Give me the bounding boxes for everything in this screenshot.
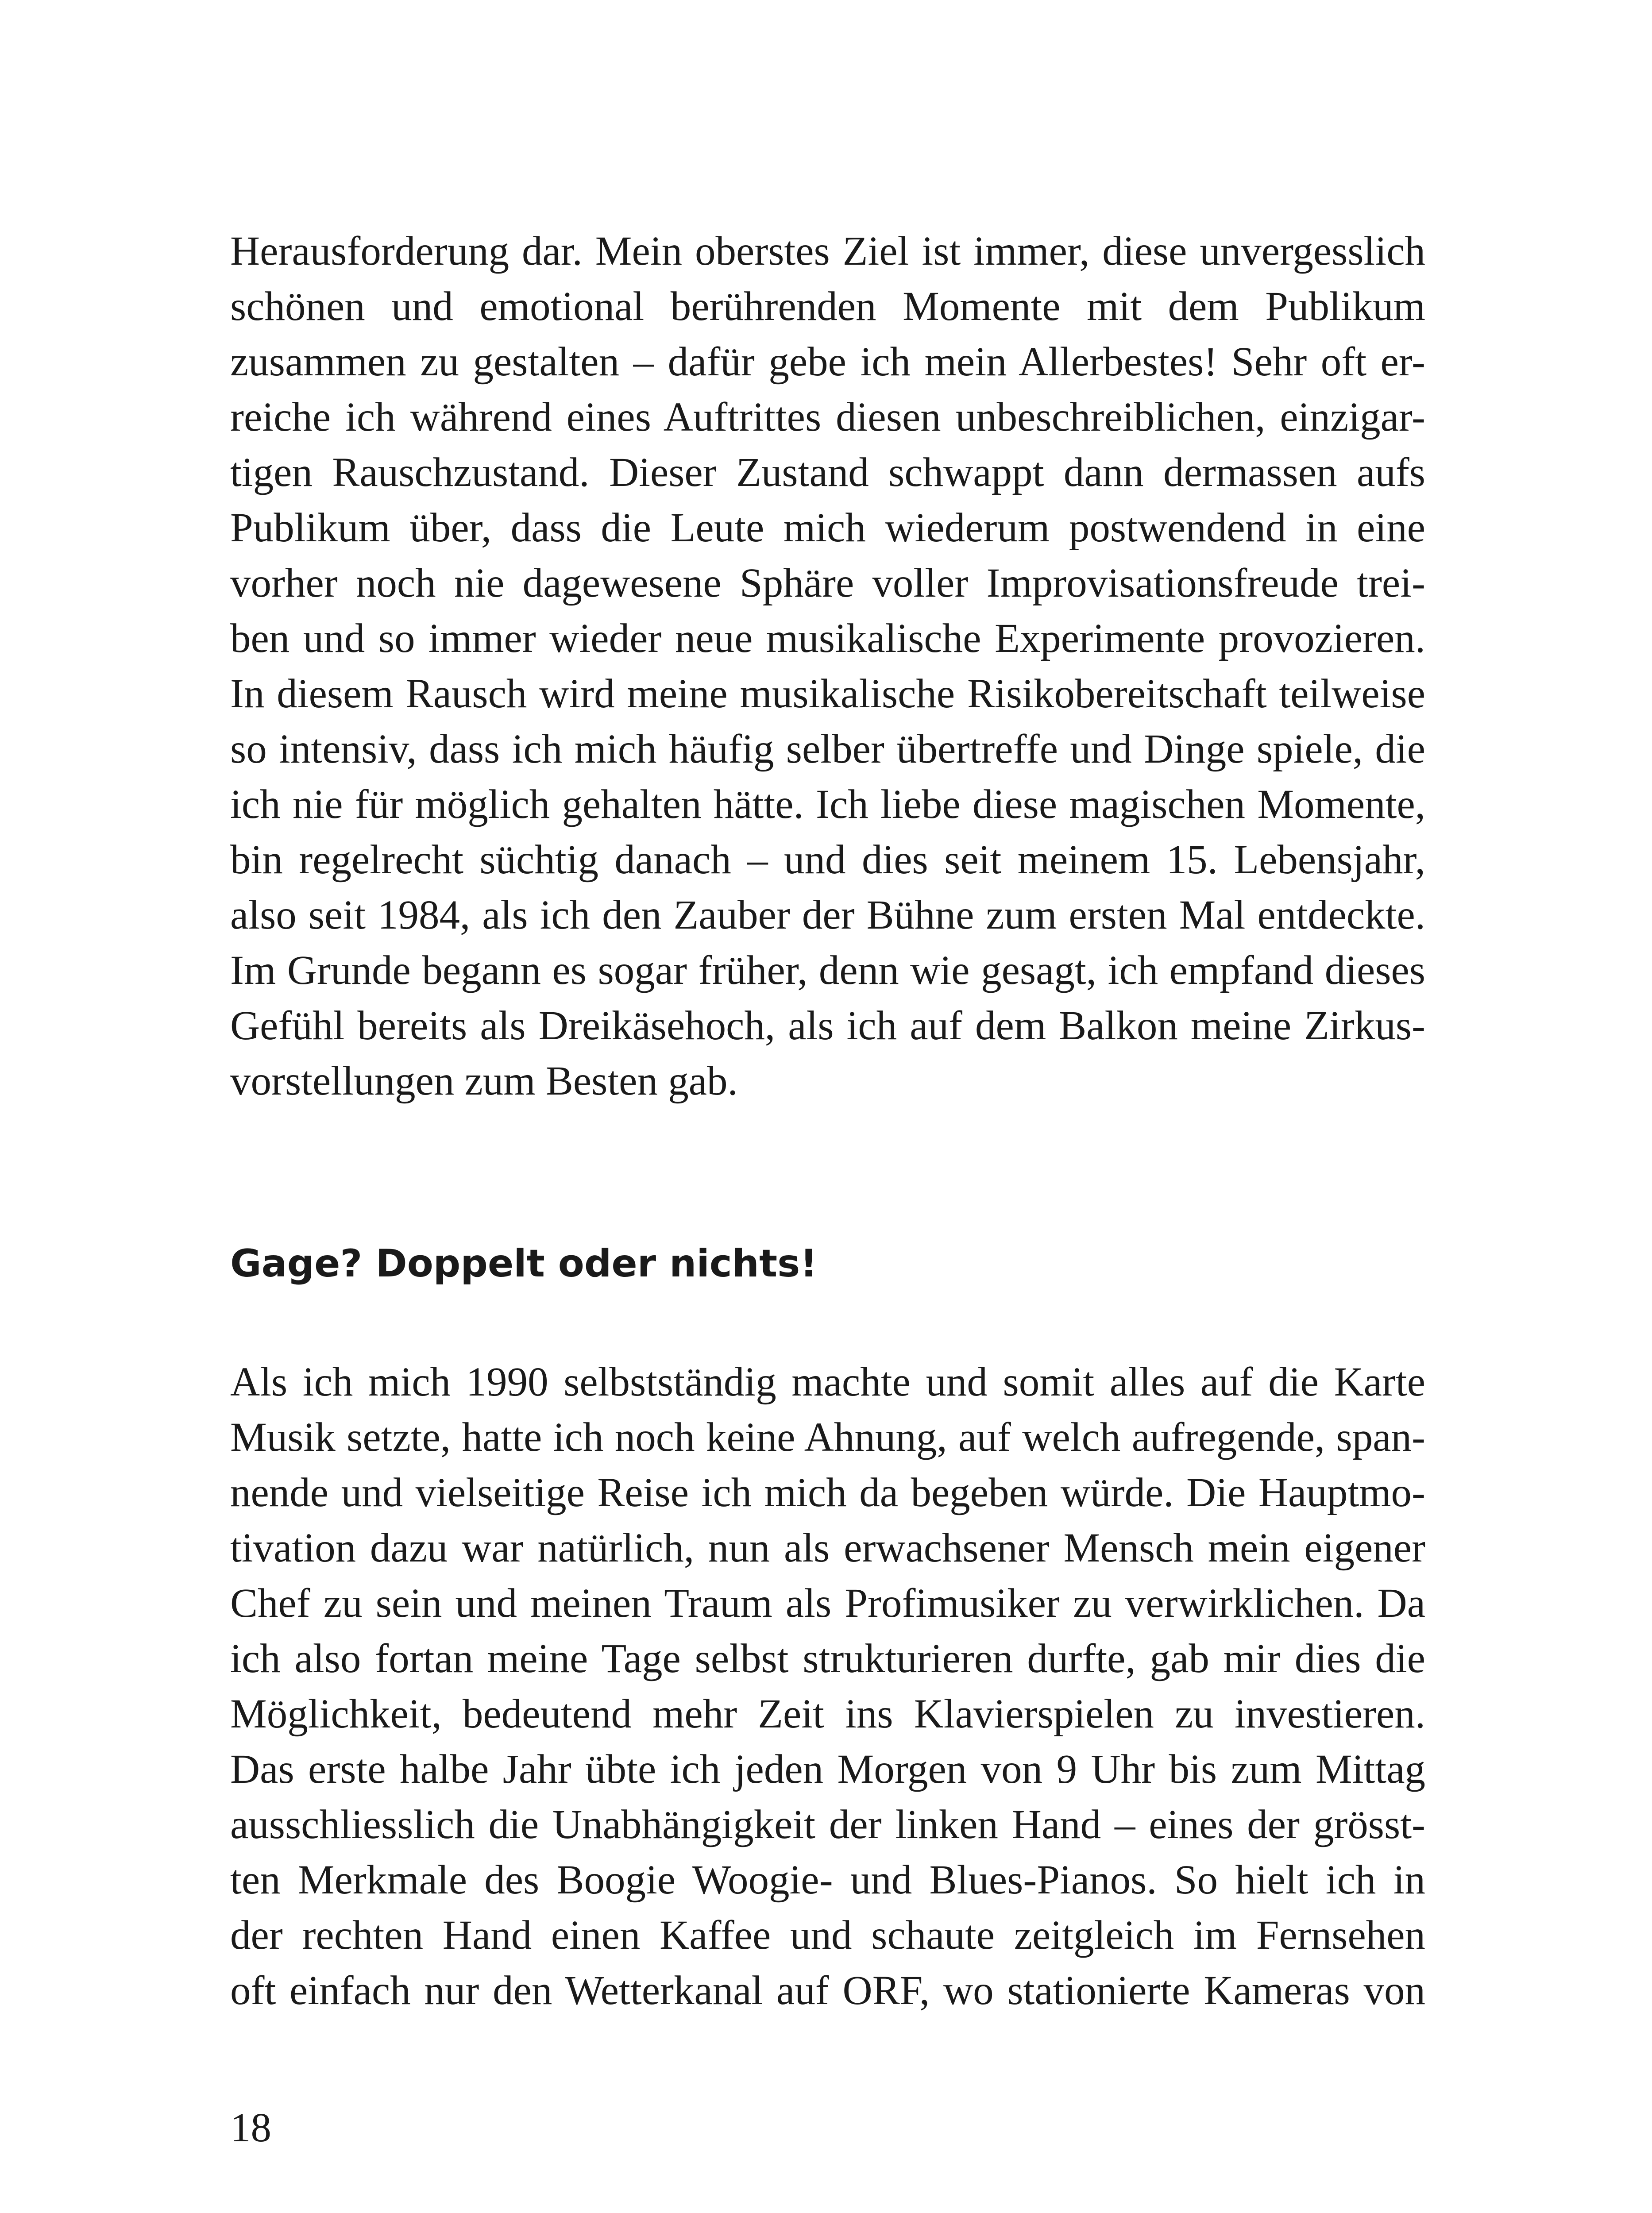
text-line: schönen und emotional berührenden Momente mit dem Publikum: [230, 284, 1425, 329]
text-line: der rechten Hand einen Kaffee und schaute zeitgleich im Fernsehen: [230, 1912, 1425, 1958]
text-line: Möglichkeit, bedeutend mehr Zeit ins Klavierspielen zu investieren.: [230, 1691, 1425, 1737]
text-line: also seit 1984, als ich den Zauber der Bühne zum ersten Mal entdeckte.: [230, 892, 1425, 938]
text-line: ich nie für möglich gehalten hätte. Ich liebe diese magischen Momente,: [230, 782, 1425, 827]
text-line: Chef zu sein und meinen Traum als Profimusiker zu verwirklichen. Da: [230, 1581, 1425, 1626]
section-heading: Gage? Doppelt oder nichts!: [230, 1241, 818, 1286]
text-line: In diesem Rausch wird meine musikalische Risikobereitschaft teilweise: [230, 671, 1425, 717]
text-line: Das erste halbe Jahr übte ich jeden Morgen von 9 Uhr bis zum Mittag: [230, 1746, 1425, 1792]
text-line: Musik setzte, hatte ich noch keine Ahnung, auf welch aufregende, span-: [230, 1415, 1425, 1460]
page-number: 18: [230, 2105, 271, 2151]
text-line: ben und so immer wieder neue musikalische Experimente provozieren.: [230, 616, 1425, 661]
text-line: Im Grunde begann es sogar früher, denn wie gesagt, ich empfand dieses: [230, 948, 1425, 993]
body-paragraph-1: [230, 224, 1425, 1109]
text-line: ausschliesslich die Unabhängigkeit der linken Hand – eines der grösst-: [230, 1802, 1425, 1847]
text-line: vorher noch nie dagewesene Sphäre voller Improvisationsfreude trei-: [230, 560, 1425, 606]
text-line: ich also fortan meine Tage selbst strukturieren durfte, gab mir dies die: [230, 1636, 1425, 1681]
text-line: oft einfach nur den Wetterkanal auf ORF, wo stationierte Kameras von: [230, 1968, 1425, 2013]
text-line: Gefühl bereits als Dreikäsehoch, als ich auf dem Balkon meine Zirkus-: [230, 1003, 1425, 1049]
text-line: bin regelrecht süchtig danach – und dies seit meinem 15. Lebensjahr,: [230, 837, 1425, 883]
text-line: zusammen zu gestalten – dafür gebe ich mein Allerbestes! Sehr oft er-: [230, 339, 1425, 385]
text-line: Herausforderung dar. Mein oberstes Ziel ist immer, diese unvergesslich: [230, 228, 1425, 274]
text-line: tigen Rauschzustand. Dieser Zustand schwappt dann dermassen aufs: [230, 450, 1425, 495]
text-line: nende und vielseitige Reise ich mich da begeben würde. Die Hauptmo-: [230, 1470, 1425, 1515]
text-line: Als ich mich 1990 selbstständig machte und somit alles auf die Karte: [230, 1359, 1425, 1405]
text-line: ten Merkmale des Boogie Woogie- und Blues-Pianos. So hielt ich in: [230, 1857, 1425, 1903]
text-line: so intensiv, dass ich mich häufig selber übertreffe und Dinge spiele, die: [230, 726, 1425, 772]
text-line: Publikum über, dass die Leute mich wiederum postwendend in eine: [230, 505, 1425, 551]
text-line: tivation dazu war natürlich, nun als erwachsener Mensch mein eigener: [230, 1525, 1425, 1571]
text-line: vorstellungen zum Besten gab.: [230, 1058, 738, 1104]
text-line: reiche ich während eines Auftrittes diesen unbeschreiblichen, einzigar-: [230, 394, 1425, 440]
body-paragraph-2: [230, 1354, 1425, 2018]
